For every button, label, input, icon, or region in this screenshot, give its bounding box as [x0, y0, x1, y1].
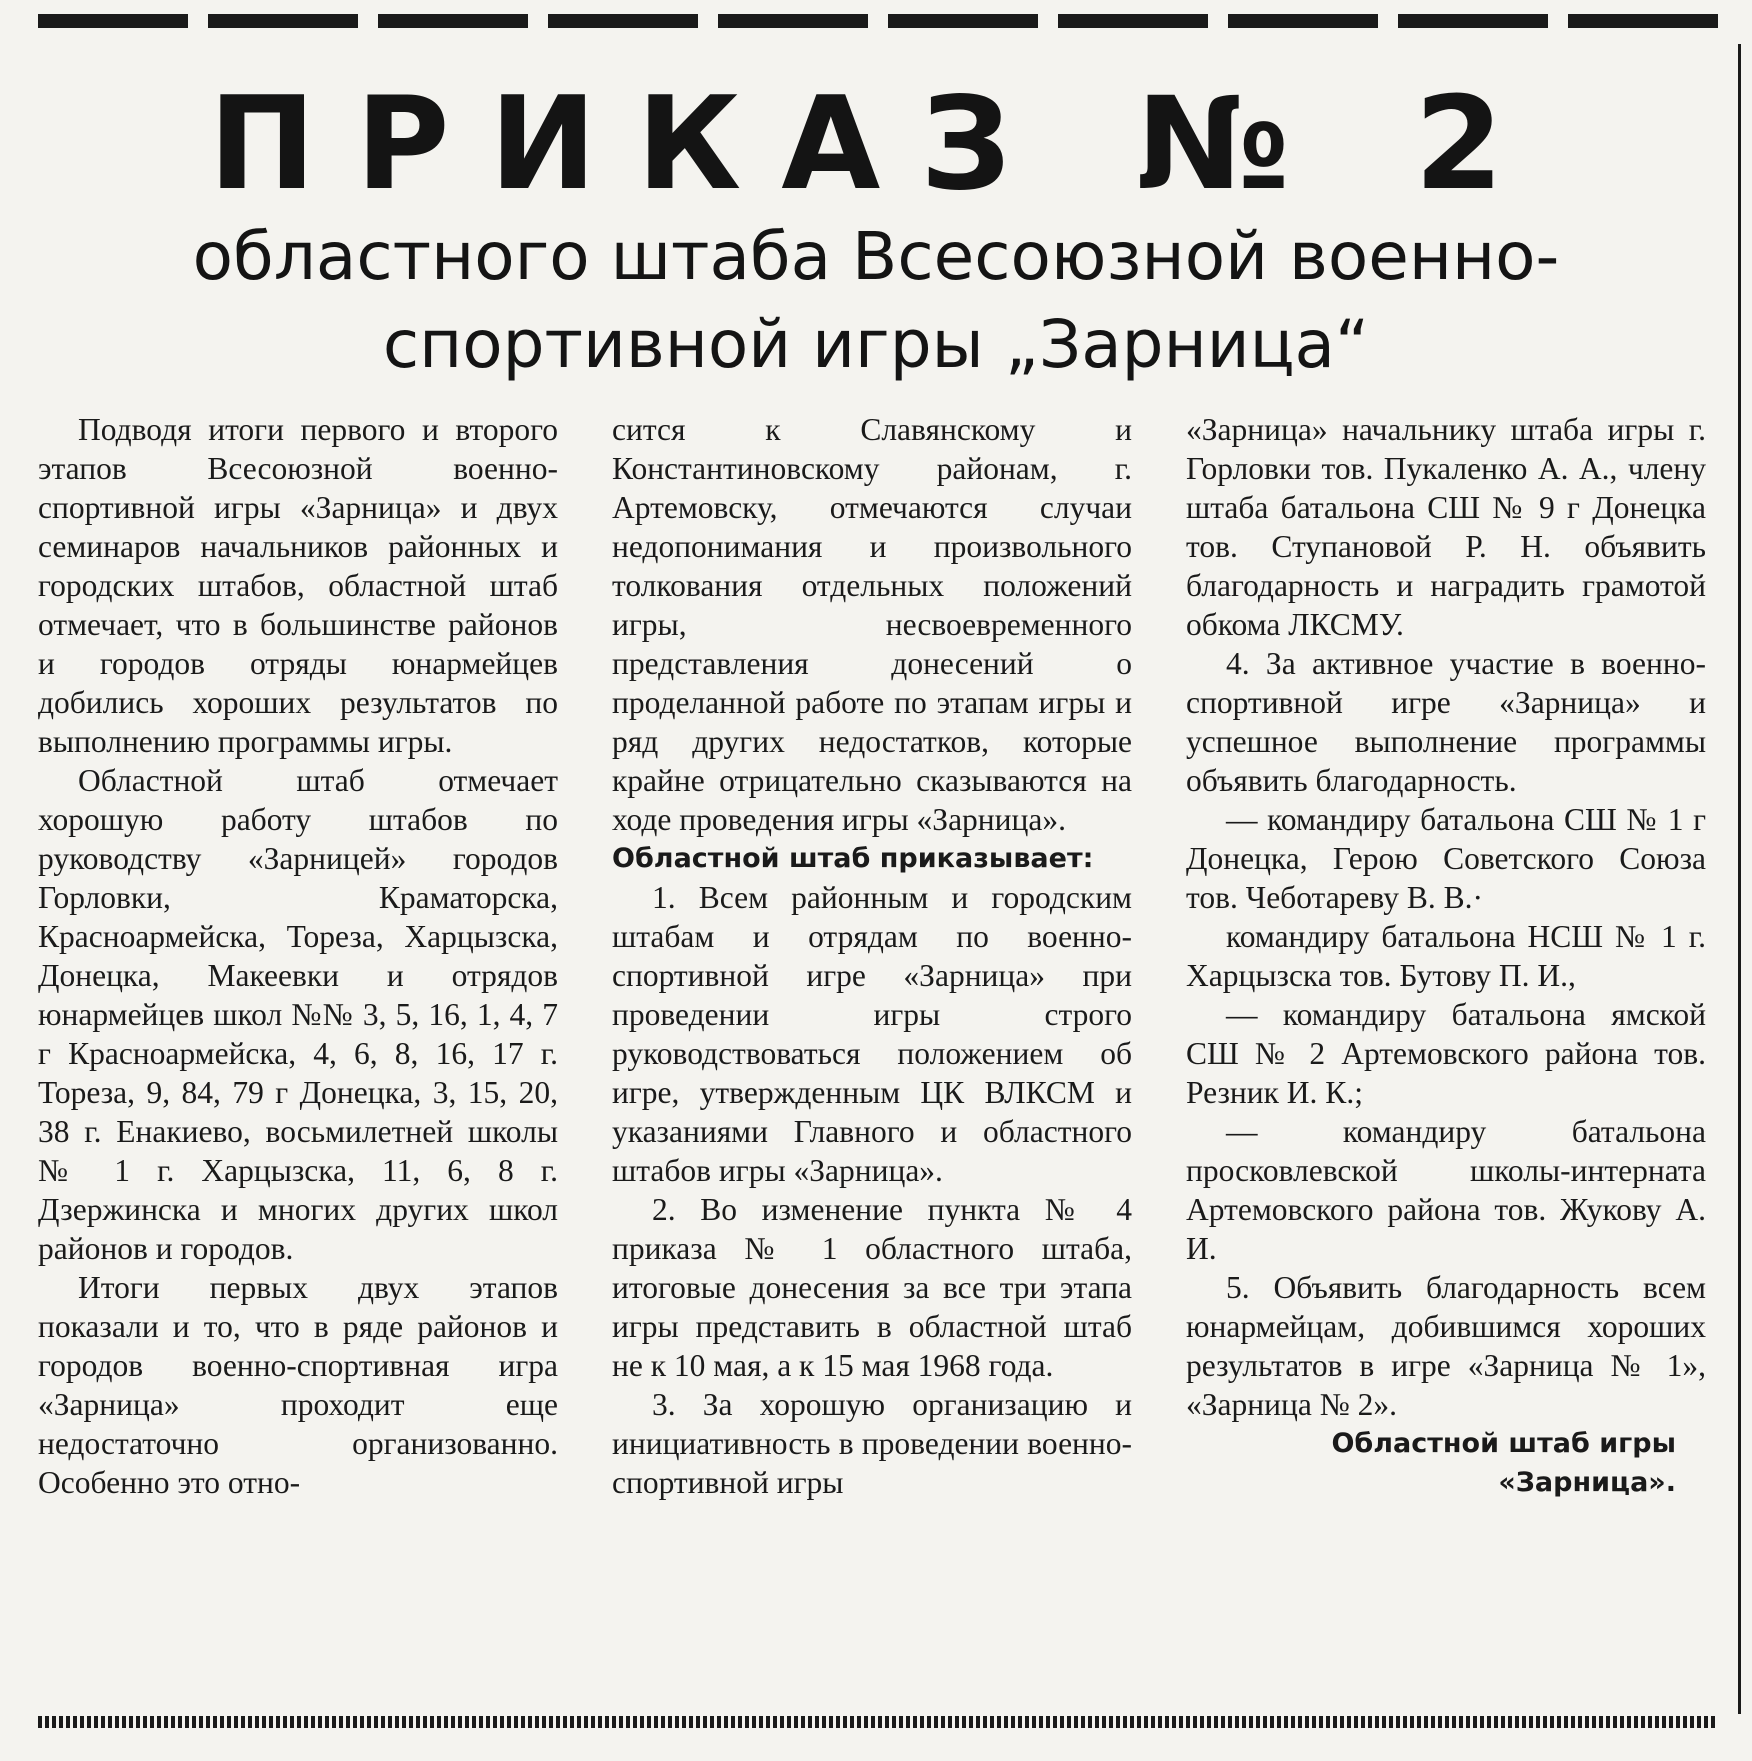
paragraph: 4. За активное участие в военно-спортивной игре «Зарница» и успешное выполнение программы объявить благодарность.	[1186, 646, 1706, 798]
paragraph: Областной штаб отмечает хорошую работу штабов по руководству «Зарницей» городов Горловки, Краматорска, Красноармейска, Тореза, Харцызска, Донецка, Макеевки и отрядов юнармейцев школ №№ 3, 5, 16, 1, 4, 7 г Красноармейска, 4, 6, 8, 16, 17 г. Тореза, 9, 84, 79 г Донецка, 3, 15, 20, 38 г. Енакиево, восьмилетней школы № 1 г. Харцызска, 11, 6, 8 г. Дзержинска и многих других школ районов и городов.	[38, 763, 558, 1266]
paragraph: командиру батальона НСШ № 1 г. Харцызска тов. Бутову П. И.,	[1186, 919, 1706, 993]
paragraph: — командиру батальона просковлевской школы-интерната Артемовского района тов. Жукову А. И.	[1186, 1114, 1706, 1266]
paragraph: 5. Объявить благодарность всем юнармейцам, добившимся хороших результатов в игре «Зарница № 1», «Зарница № 2».	[1186, 1270, 1706, 1422]
subheadline-line-2: спортивной игры „Зарница“	[382, 306, 1370, 383]
paragraph: сится к Славянскому и Константиновскому районам, г. Артемовску, отмечаются случаи недопонимания и произвольного толкования отдельных положений игры, несвоевременного представления донесений о проделанной работе по этапам игры и ряд других недостатков, которые крайне отрицательно сказываются на ходе проведения игры «Зарница».	[612, 412, 1132, 837]
top-dashed-rule	[38, 14, 1718, 28]
signature-line-1: Областной штаб игры	[1331, 1428, 1676, 1459]
paragraph: «Зарница» начальнику штаба игры г. Горловки тов. Пукаленко А. А., члену штаба батальона СШ № 9 г Донецка тов. Ступановой Р. Н. объявить благодарность и наградить грамотой обкома ЛКСМУ.	[1186, 412, 1706, 642]
subheadline-line-1: областного штаба Всесоюзной военно-	[192, 218, 1560, 295]
signature-line-2: «Зарница».	[1498, 1467, 1676, 1498]
headline: ПРИКАЗ № 2	[208, 70, 1544, 219]
article-column-2	[612, 410, 1132, 1502]
paragraph: Итоги первых двух этапов показали и то, что в ряде районов и городов военно-спортивная игра «Зарница» проходит еще недостаточно организованно. Особенно это отно-	[38, 1270, 558, 1500]
order-heading: Областной штаб приказывает:	[612, 843, 1094, 874]
paragraph: — командиру батальона ямской СШ № 2 Артемовского района тов. Резник И. К.;	[1186, 997, 1706, 1110]
paragraph: 3. За хорошую организацию и инициативность в проведении военно-спортивной игры	[612, 1387, 1132, 1500]
right-border-line	[1738, 44, 1741, 1714]
paragraph: — командиру батальона СШ № 1 г Донецка, Герою Советского Союза тов. Чеботареву В. В.·	[1186, 802, 1706, 915]
bottom-dotted-rule	[38, 1716, 1718, 1728]
article-column-3	[1186, 410, 1706, 1502]
paragraph: Подводя итоги первого и второго этапов Всесоюзной военно-спортивной игры «Зарница» и двух семинаров начальников районных и городских штабов, областной штаб отмечает, что в большинстве районов и городов отряды юнармейцев добились хороших результатов по выполнению программы игры.	[38, 412, 558, 759]
article-column-1	[38, 410, 558, 1502]
paragraph: 1. Всем районным и городским штабам и отрядам по военно-спортивной игре «Зарница» при проведении игры строго руководствоваться положением об игре, утвержденным ЦК ВЛКСМ и указаниями Главного и областного штабов игры «Зарница».	[612, 880, 1132, 1188]
paragraph: 2. Во изменение пункта № 4 приказа № 1 областного штаба, итоговые донесения за все три этапа игры представить в областной штаб не к 10 мая, а к 15 мая 1968 года.	[612, 1192, 1132, 1383]
